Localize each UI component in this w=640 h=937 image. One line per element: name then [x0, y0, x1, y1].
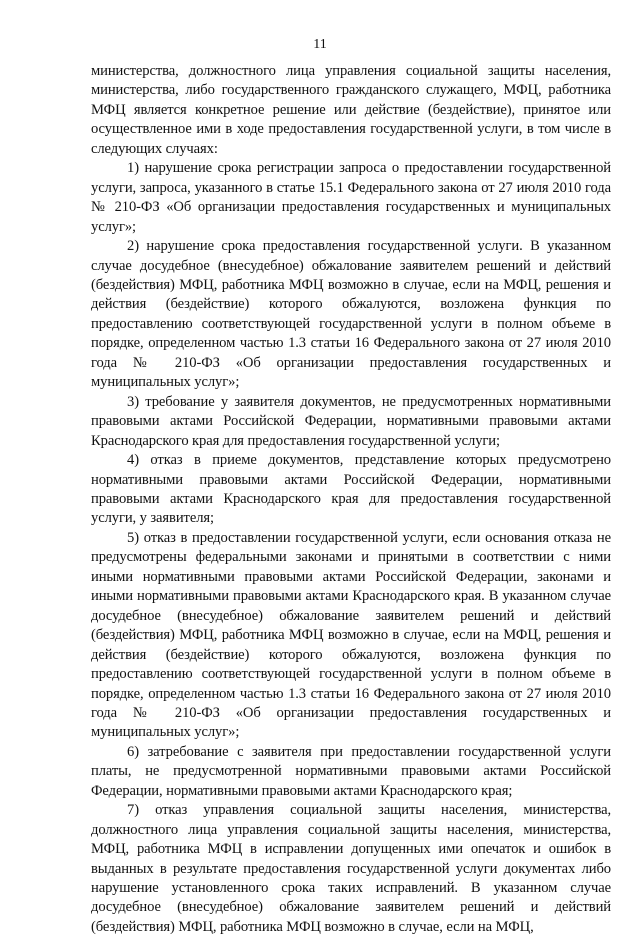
paragraph-item-6: 6) затребование с заявителя при предоставлении государственной услуги платы, не предусмотренной нормативными правовыми актами Российской Федерации, нормативными правовыми актами Краснодарского края; — [91, 743, 611, 799]
page-number: 11 — [313, 37, 327, 52]
paragraph-item-5: 5) отказ в предоставлении государственной услуги, если основания отказа не предусмотрены федеральными законами и принятыми в соответствии с ними иными нормативными правовыми актами Российской Федерации, законами и иными нормативными правовыми актами Краснодарского края. В указанном случае досудебное (внесудебное) обжалование заявителем решений и действий (бездействия) МФЦ, работника МФЦ возможно в случае, если на МФЦ, решения и действия (бездействие) которого обжалуются, возложена функция по предоставлению соответствующей государственной услуги в полном объеме в порядке, определенном частью 1.3 статьи 16 Федерального закона от 27 июля 2010 года № 210-ФЗ «Об организации предоставления государственных и муниципальных услуг»; — [91, 529, 611, 741]
paragraph-item-7: 7) отказ управления социальной защиты населения, министерства, должностного лица управления социальной защиты населения, министерства, МФЦ, работника МФЦ в исправлении допущенных ими опечаток и ошибок в выданных в результате предоставления государственной услуги документах либо нарушение установленного срока таких исправлений. В указанном случае досудебное (внесудебное) обжалование заявителем решений и действий (бездействия) МФЦ, работника МФЦ возможно в случае, если на МФЦ, — [91, 802, 611, 935]
paragraph-item-3: 3) требование у заявителя документов, не предусмотренных нормативными правовыми актами Российской Федерации, нормативными правовыми актами Краснодарского края для предоставления государственной услуги; — [91, 393, 611, 449]
paragraph-item-1: 1) нарушение срока регистрации запроса о предоставлении государственной услуги, запроса, указанного в статье 15.1 Федерального закона от 27 июля 2010 года № 210-ФЗ «Об организации предоставления государственных и муниципальных услуг»; — [91, 160, 611, 235]
paragraph-item-2: 2) нарушение срока предоставления государственной услуги. В указанном случае досудебное (внесудебное) обжалование заявителем решений и действий (бездействия) МФЦ, работника МФЦ возможно в случае, если на МФЦ, решения и действия (бездействие) которого обжалуются, возложена функция по предоставлению соответствующей государственной услуги в полном объеме в порядке, определенном частью 1.3 статьи 16 Федерального закона от 27 июля 2010 года № 210-ФЗ «Об организации предоставления государственных и муниципальных услуг»; — [91, 238, 611, 391]
paragraph-item-4: 4) отказ в приеме документов, представление которых предусмотрено нормативными правовыми актами Российской Федерации, нормативными правовыми актами Краснодарского края для предоставления государственной услуги, у заявителя; — [91, 452, 611, 527]
document-body — [91, 62, 611, 937]
paragraph-continuation: министерства, должностного лица управления социальной защиты населения, министерства, либо государственного гражданского служащего, МФЦ, работника МФЦ является конкретное решение или действие (бездействие), принятое или осуществленное ими в ходе предоставления государственной услуги, в том числе в следующих случаях: — [91, 63, 611, 157]
